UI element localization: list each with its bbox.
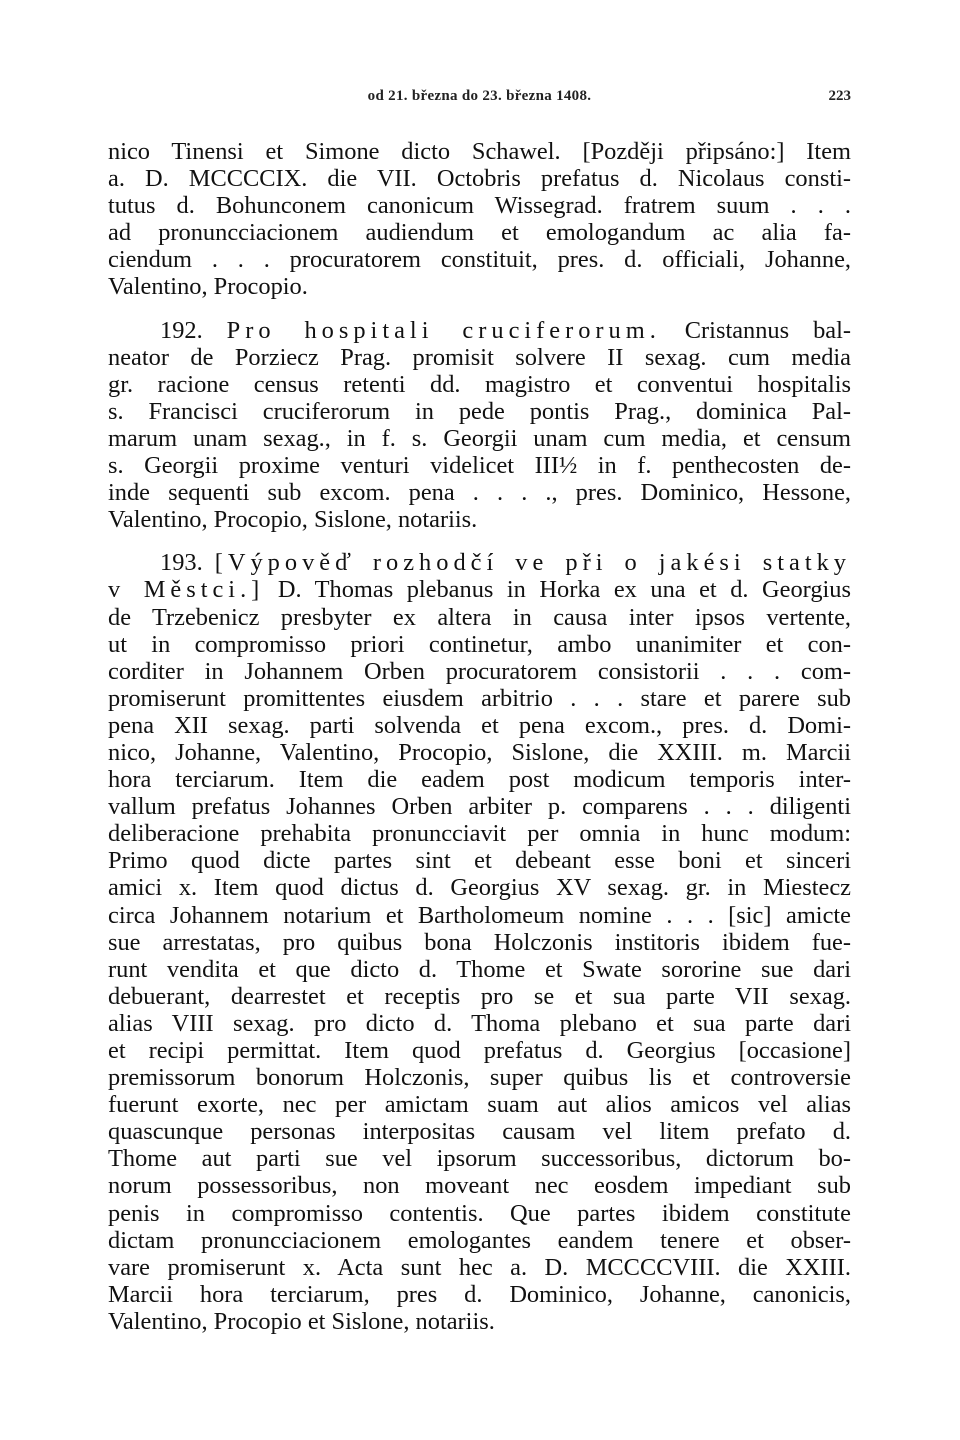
text-line: vallum prefatus Johannes Orben arbiter p. comparens . . . diligenti — [108, 793, 851, 821]
text-line: alias VIII sexag. pro dicto d. Thoma plebano et sua parte dari — [108, 1009, 851, 1037]
text-line: gr. racione census retenti dd. magistro et conventui hospitalis — [108, 370, 851, 398]
entry-number: 193. — [160, 549, 203, 577]
text-line: premissorum bonorum Holczonis, super quibus lis et controversie — [108, 1064, 851, 1092]
text-line: hora terciarum. Item die eadem post modicum temporis inter- — [108, 766, 851, 794]
paragraph-continuation — [108, 138, 851, 301]
entry-text: Cristannus bal- — [684, 316, 851, 344]
text-line: nico, Johanne, Valentino, Procopio, Sislone, die XXIII. m. Marcii — [108, 738, 851, 766]
entry-first-line — [108, 549, 851, 576]
text-line: debuerant, dearrestet et receptis pro se et sua parte VII sexag. — [108, 982, 851, 1010]
entry-193 — [108, 549, 851, 1335]
text-line: quascunque personas interpositas causam vel litem prefato d. — [108, 1118, 851, 1146]
entry-heading: Pro hospitali cruciferorum. — [226, 316, 661, 344]
text-line: circa Johannem notarium et Bartholomeum nomine . . . [sic] amicte — [108, 901, 851, 929]
text-line: nico Tinensi et Simone dicto Schawel. [Později připsáno:] Item — [108, 138, 851, 165]
text-line: marum unam sexag., in f. s. Georgii unam cum media, et censum — [108, 424, 851, 452]
text-line: penis in compromisso contentis. Que partes ibidem constitute — [108, 1199, 851, 1227]
text-line: pena XII sexag. parti solvenda et pena excom., pres. d. Domi- — [108, 711, 851, 739]
document-body — [108, 138, 851, 1335]
text-line: Marcii hora terciarum, pres d. Dominico, Johanne, canonicis, — [108, 1280, 851, 1308]
page-number: 223 — [828, 88, 851, 104]
text-line: ciendum . . . procuratorem constituit, pres. d. officiali, Johanne, — [108, 246, 851, 274]
text-line: amici x. Item quod dictus d. Georgius XV sexag. gr. in Miestecz — [108, 874, 851, 902]
entry-number: 192. — [160, 316, 203, 344]
text-line: promiserunt promittentes eiusdem arbitrio . . . stare et parere sub — [108, 684, 851, 712]
text-line: de Trzebenicz presbyter ex altera in causa inter ipsos vertente, — [108, 603, 851, 631]
text-line: sue arrestatas, pro quibus bona Holczonis institoris ibidem fue- — [108, 928, 851, 956]
text-line: et recipi permittat. Item quod prefatus d. Georgius [occasione] — [108, 1037, 851, 1064]
running-head — [108, 88, 851, 112]
text-line: Primo quod dicte partes sint et debeant esse boni et sinceri — [108, 847, 851, 875]
text-line: neator de Porziecz Prag. promisit solvere II sexag. cum media — [108, 343, 851, 371]
entry-first-line — [108, 317, 851, 344]
text-line: a. D. MCCCCIX. die VII. Octobris prefatus d. Nicolaus consti- — [108, 165, 851, 193]
text-line: runt vendita et que dicto d. Thome et Swate sororine sue dari — [108, 955, 851, 983]
text-line: Valentino, Procopio, Sislone, notariis. — [108, 506, 478, 534]
text-line: inde sequenti sub excom. pena . . . ., pres. Dominico, Hessone, — [108, 479, 851, 507]
entry-heading: [Výpověď rozhodčí ve při o jakési statky — [214, 549, 851, 577]
text-line: Valentino, Procopio et Sislone, notariis. — [108, 1307, 495, 1335]
text-line: Valentino, Procopio. — [108, 273, 308, 301]
entry-text: D. Thomas plebanus in Horka ex una et d. Georgius — [277, 576, 851, 604]
text-line: Thome aut parti sue vel ipsorum successoribus, dictorum bo- — [108, 1145, 851, 1173]
text-line: norum possessoribus, non moveant nec eosdem impediant sub — [108, 1172, 851, 1200]
entry-heading-continued: v Městci.] — [108, 576, 265, 604]
running-head-title: od 21. března do 23. března 1408. — [367, 88, 592, 104]
text-line: vare promiserunt x. Acta sunt hec a. D. MCCCCVIII. die XXIII. — [108, 1253, 851, 1281]
text-line: tutus d. Bohunconem canonicum Wissegrad. fratrem suum . . . — [108, 192, 851, 220]
text-line: fuerunt exorte, nec per amictam suam aut alios amicos vel alias — [108, 1091, 851, 1119]
text-line: ad pronuncciacionem audiendum et emologandum ac alia fa- — [108, 219, 851, 247]
text-line: corditer in Johannem Orben procuratorem consistorii . . . com- — [108, 657, 851, 685]
entry-second-line — [108, 576, 851, 603]
text-line: s. Georgii proxime venturi videlicet III½ in f. penthecosten de- — [108, 452, 851, 480]
text-line: ut in compromisso priori continetur, ambo unanimiter et con- — [108, 630, 851, 658]
text-line: s. Francisci cruciferorum in pede pontis Prag., dominica Pal- — [108, 397, 851, 425]
entry-192 — [108, 317, 851, 534]
text-line: deliberacione prehabita pronuncciavit per omnia in hunc modum: — [108, 820, 851, 848]
text-line: dictam pronuncciacionem emologantes eandem tenere et obser- — [108, 1226, 851, 1254]
